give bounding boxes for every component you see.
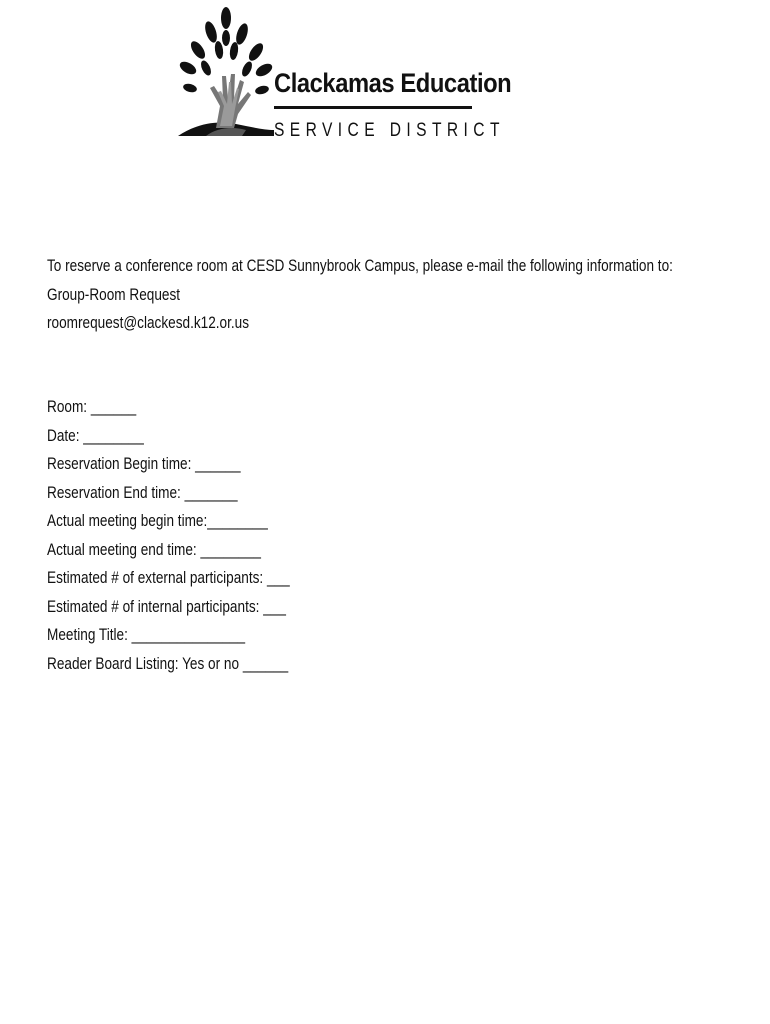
logo-divider xyxy=(274,106,472,109)
recipient-name: Group-Room Request xyxy=(47,284,181,304)
recipient-email: roomrequest@clackesd.k12.or.us xyxy=(47,313,250,332)
field-external-participants: Estimated # of external participants: ___ xyxy=(47,568,290,587)
cesd-logo xyxy=(176,6,512,141)
field-internal-participants: Estimated # of internal participants: ___ xyxy=(47,596,286,616)
field-meeting-end: Actual meeting end time: ________ xyxy=(47,539,261,559)
field-reservation-begin: Reservation Begin time: ______ xyxy=(47,454,241,473)
field-reader-board: Reader Board Listing: Yes or no ______ xyxy=(47,653,289,673)
logo-title: Clackamas Education xyxy=(274,68,512,98)
intro-text xyxy=(47,252,770,338)
field-room: Room: ______ xyxy=(47,397,137,416)
intro-instruction: To reserve a conference room at CESD Sunnybrook Campus, please e-mail the following information to: xyxy=(47,256,673,275)
field-meeting-begin: Actual meeting begin time:________ xyxy=(47,511,268,530)
field-reservation-end: Reservation End time: _______ xyxy=(47,482,238,502)
field-date: Date: ________ xyxy=(47,425,144,445)
tree-hand-icon xyxy=(176,6,276,140)
field-meeting-title: Meeting Title: _______________ xyxy=(47,625,246,644)
request-form-fields xyxy=(47,393,350,678)
logo-subtitle: SERVICE DISTRICT xyxy=(274,120,505,141)
